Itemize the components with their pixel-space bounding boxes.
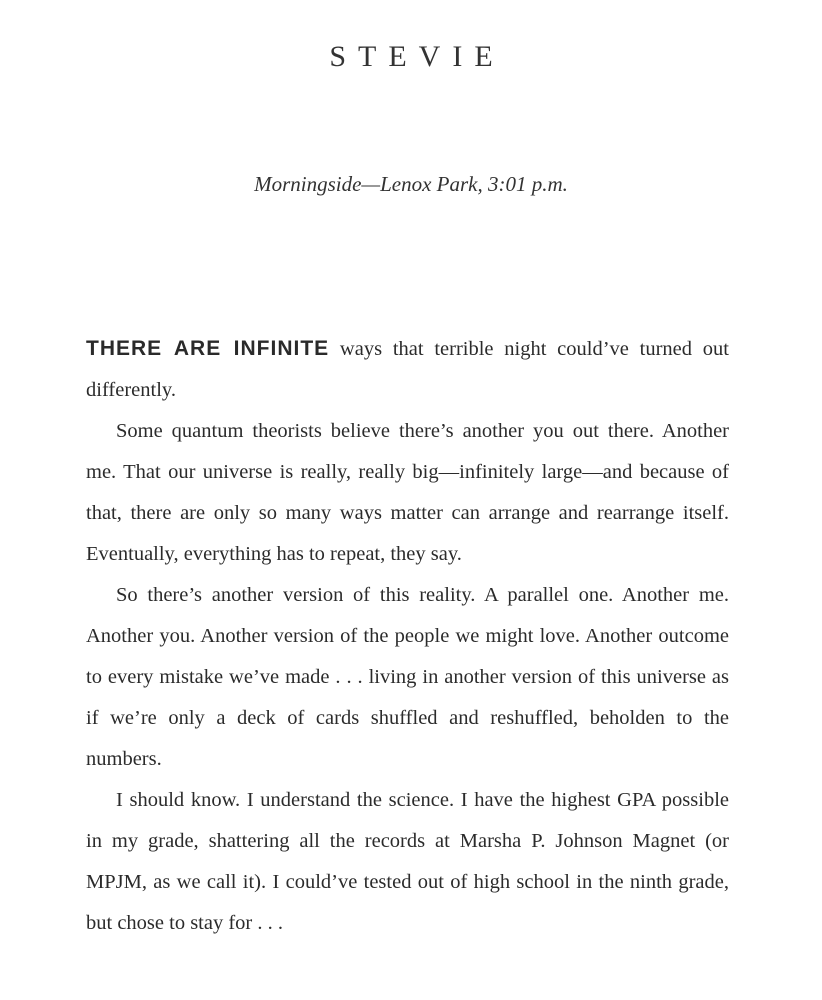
- chapter-body: [86, 328, 729, 944]
- paragraph-1: [86, 328, 729, 411]
- chapter-title: STEVIE: [329, 40, 505, 73]
- paragraph-2: Some quantum theorists believe there’s another you out there. Another me. That our universe is really, really big—infinitely large—and because of that, there are only so many ways matter can arrange and rearrange itself. Eventually, everything has to repeat, they say.: [86, 420, 729, 565]
- paragraph-4: I should know. I understand the science. I have the highest GPA possible in my grade, shattering all the records at Marsha P. Johnson Magnet (or MPJM, as we call it). I could’ve tested out of high school in the ninth grade, but chose to stay for . . .: [86, 789, 729, 934]
- paragraph-1-text: ways that terrible night could’ve turned out differently.: [86, 338, 729, 401]
- lead-in-text: THERE ARE INFINITE: [86, 337, 330, 360]
- chapter-dateline: Morningside—Lenox Park, 3:01 p.m.: [254, 172, 568, 196]
- paragraph-3: So there’s another version of this reality. A parallel one. Another me. Another you. Another version of the people we might love. Another outcome to every mistake we’ve made . . . living in another version of this universe as if we’re only a deck of cards shuffled and reshuffled, beholden to the numbers.: [86, 584, 729, 770]
